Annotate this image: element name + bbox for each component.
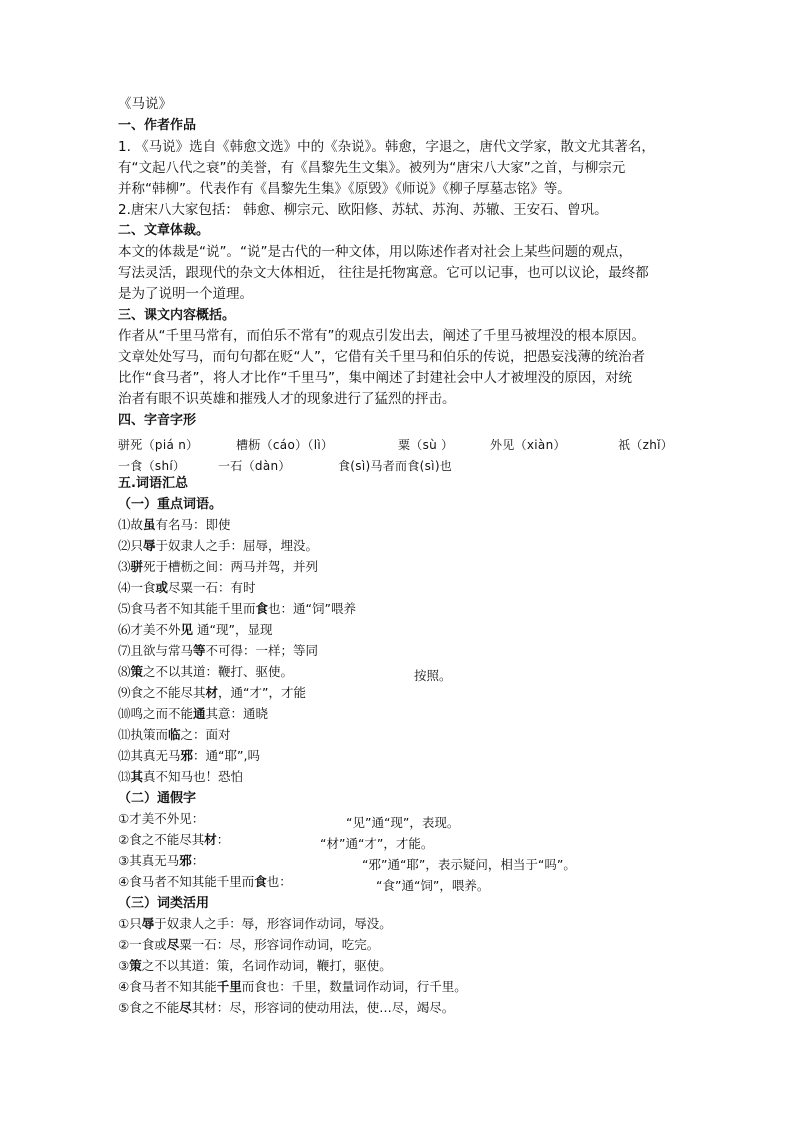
word-class-item: ④食马者不知其能千里而食也：千里，数量词作动词，行千里。 [118, 979, 467, 994]
interchangeable-note: “材”通“才”，才能。 [320, 836, 434, 851]
section-heading-author: 一、作者作品 [118, 118, 197, 133]
subsection-heading-word-class: （三）词类活用 [118, 896, 210, 911]
pronunciation-item: 粟（sù ） [398, 438, 454, 452]
paragraph-line: 比作“食马者”，将人才比作“千里马”，集中阐述了封建社会中人才被埋没的原因，对统 [118, 370, 632, 386]
word-class-item: ①只辱于奴隶人之手：辱，形容词作动词，辱没。 [118, 916, 392, 931]
section-heading-genre: 二、文章体裁。 [118, 223, 210, 238]
keyword-item: ⑷一食或尽粟一石：有时 [118, 580, 256, 595]
subsection-heading-keywords: （一）重点词语。 [118, 497, 223, 512]
pronunciation-item: 一石（dàn） [218, 459, 291, 473]
interchangeable-note: “见”通“现”，表现。 [346, 815, 460, 830]
subsection-heading-interchangeable: （二）通假字 [118, 791, 197, 806]
keyword-item: ⑵只辱于奴隶人之手：屈辱，埋没。 [118, 538, 319, 553]
pronunciation-item: 外见（xiàn） [490, 438, 566, 452]
pronunciation-item: 骈死（piá n） [118, 438, 199, 452]
interchangeable-item: ④食马者不知其能千里而食也： [118, 874, 292, 889]
paragraph-line: 并称“韩柳”。代表作有《昌黎先生集》《原毁》《师说》《柳子厚墓志铭》等。 [118, 181, 571, 197]
paragraph-line: 作者从“千里马常有，而伯乐不常有”的观点引发出去，阐述了千里马被埋没的根本原因。 [118, 328, 645, 344]
section-heading-summary: 三、课文内容概括。 [118, 308, 236, 323]
keyword-item: ⑺且欲与常马等不可得：一样；等同 [118, 643, 319, 658]
keyword-item: ⑽鸣之而不能通其意：通晓 [118, 706, 269, 721]
keyword-item: ⑼食之不能尽其材，通“才”，才能 [118, 685, 306, 700]
paragraph-line: 有“文起八代之衰”的美誉，有《昌黎先生文集》。被列为“唐宋八大家”之首，与柳宗元 [118, 160, 626, 176]
word-class-item: ②一食或尽粟一石：尽，形容词作动词，吃完。 [118, 937, 380, 952]
keyword-item: ⑴故虽有名马：即使 [118, 517, 231, 532]
section-heading-pronunciation: 四、字音字形 [118, 413, 197, 428]
paragraph-line: 文章处处写马，而句句都在贬“人”，它借有关千里马和伯乐的传说，把愚妄浅薄的统治者 [118, 349, 645, 365]
keyword-item: ⒀其真不知马也！恐怕 [118, 769, 244, 784]
paragraph-line: 治者有眼不识英雄和摧残人才的现象进行了猛烈的抨击。 [118, 391, 456, 407]
pronunciation-item: 一食（shí） [118, 459, 186, 473]
doc-title: 《马说》 [118, 96, 172, 112]
word-class-item: ⑤食之不能尽其材：尽，形容词的使动用法，使…尽，竭尽。 [118, 1000, 455, 1015]
interchangeable-item: ②食之不能尽其材： [118, 832, 230, 847]
word-class-item: ③策之不以其道：策，名词作动词，鞭打，驱使。 [118, 958, 392, 973]
keyword-item: ⑿其真无马邪：通“耶”,吗 [118, 748, 260, 763]
keyword-item: ⑾执策而临之：面对 [118, 727, 231, 742]
keyword-item: ⑸食马者不知其能千里而食也：通“饲”喂养 [118, 601, 356, 616]
keyword-item-extra: 按照。 [414, 668, 452, 683]
paragraph-line: 2.唐宋八大家包括： 韩愈、柳宗元、欧阳修、苏轼、苏洵、苏辙、王安石、曾巩。 [118, 202, 608, 218]
paragraph-line: 写法灵活，跟现代的杂文大体相近， 往往是托物寓意。它可以记事，也可以议论，最终都 [118, 265, 649, 281]
interchangeable-note: “食”通“饲”，喂养。 [376, 878, 490, 893]
pronunciation-item: 槽枥（cáo）（lì） [236, 438, 334, 452]
paragraph-line: 1. 《马说》选自《韩愈文选》中的《杂说》。韩愈，字退之，唐代文学家，散文尤其著名， [118, 139, 655, 155]
keyword-item: ⑹才美不外见 通“现”，显现 [118, 622, 273, 637]
paragraph-line: 是为了说明一个道理。 [118, 286, 253, 302]
keyword-item: ⑶骈死于槽枥之间：两马并驾，并列 [118, 559, 319, 574]
interchangeable-note: “邪”通“耶”，表示疑问，相当于“吗”。 [362, 857, 576, 872]
interchangeable-item: ①才美不外见： [118, 811, 205, 826]
paragraph-line: 本文的体裁是“说”。“说”是古代的一种文体，用以陈述作者对社会上某些问题的观点， [118, 244, 632, 260]
pronunciation-item: 食(sì)马者而食(sì)也 [338, 459, 453, 473]
keyword-item: ⑻策之不以其道：鞭打、驱使。 [118, 664, 294, 679]
section-heading-vocabulary: 五.词语汇总 [118, 476, 188, 491]
interchangeable-item: ③其真无马邪： [118, 853, 205, 868]
pronunciation-item: 祇（zhǐ） [618, 438, 674, 452]
